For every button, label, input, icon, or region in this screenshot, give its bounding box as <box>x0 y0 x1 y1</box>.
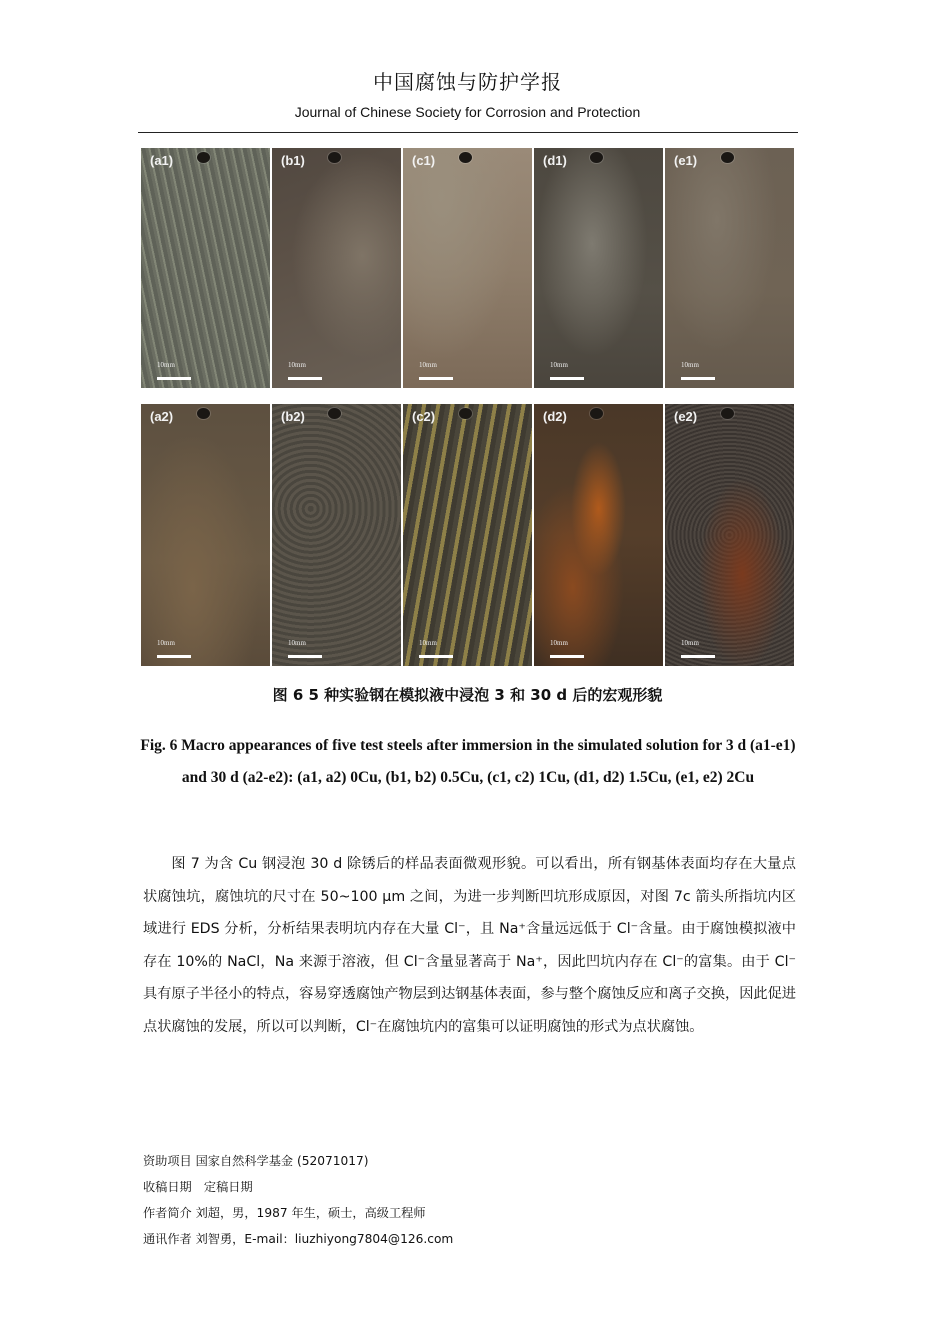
scale-bar-label: 10mm <box>681 361 699 369</box>
scale-bar <box>550 377 584 380</box>
mounting-hole <box>459 152 472 163</box>
panel-label: (d2) <box>543 409 567 424</box>
mounting-hole <box>721 408 734 419</box>
mounting-hole <box>459 408 472 419</box>
panel-label: (e2) <box>674 409 698 424</box>
scale-bar <box>550 655 584 658</box>
mounting-hole <box>721 152 734 163</box>
scale-bar-label: 10mm <box>288 361 306 369</box>
scale-bar-label: 10mm <box>157 361 175 369</box>
mounting-hole <box>197 408 210 419</box>
mounting-hole <box>197 152 210 163</box>
panel-b2 <box>272 404 401 666</box>
panel-label: (c1) <box>412 153 436 168</box>
scale-bar-label: 10mm <box>550 361 568 369</box>
figure-caption-en: Fig. 6 Macro appearances of five test steels after immersion in the simulated solution for 3 d (a1-e1) and 30 d (a2-e2): (a1, a2) 0Cu, (b1, b2) 0.5Cu, (c1, c2) 1Cu, (d1, d2) 1.5Cu, (e1, e2) 2Cu <box>140 737 796 786</box>
scale-bar-label: 10mm <box>550 639 568 647</box>
author-bio-note: 作者简介 刘超，男，1987 年生，硕士，高级工程师 <box>143 1206 426 1220</box>
panel-b1 <box>272 148 401 388</box>
scale-bar-label: 10mm <box>681 639 699 647</box>
panel-label: (e1) <box>674 153 698 168</box>
scale-bar-label: 10mm <box>288 639 306 647</box>
scale-bar <box>681 655 715 658</box>
panel-a2 <box>141 404 270 666</box>
footnotes <box>143 1148 796 1252</box>
mounting-hole <box>590 152 603 163</box>
figure-6-macro-photos <box>141 148 794 666</box>
panel-c2 <box>403 404 532 666</box>
panel-label: (b2) <box>281 409 305 424</box>
scale-bar <box>419 377 453 380</box>
panel-d2 <box>534 404 663 666</box>
mounting-hole <box>590 408 603 419</box>
journal-title-en: Journal of Chinese Society for Corrosion and Protection <box>294 104 641 120</box>
header-divider <box>138 132 798 133</box>
funding-note: 资助项目 国家自然科学基金 (52071017) <box>143 1154 369 1168</box>
panel-e1 <box>665 148 794 388</box>
panel-label: (a1) <box>150 153 174 168</box>
scale-bar-label: 10mm <box>157 639 175 647</box>
body-paragraph: 图 7 为含 Cu 钢浸泡 30 d 除锈后的样品表面微观形貌。可以看出，所有钢基体表面均存在大量点状腐蚀坑，腐蚀坑的尺寸在 50~100 μm 之间，为进一步判断凹坑形成原因，对图 7c 箭头所指坑内区域进行 EDS 分析，分析结果表明坑内存在大量 Cl⁻，且 Na⁺含量远远低于 Cl⁻含量。由于腐蚀模拟液中存在 10%的 NaCl，Na 来源于溶液，但 Cl⁻含量显著高于 Na⁺，因此凹坑内存在 Cl⁻的富集。由于 Cl⁻具有原子半径小的特点，容易穿透腐蚀产物层到达钢基体表面，参与整个腐蚀反应和离子交换，因此促进点状腐蚀的发展，所以可以判断，Cl⁻在腐蚀坑内的富集可以证明腐蚀的形式为点状腐蚀。 <box>143 856 796 1035</box>
scale-bar-label: 10mm <box>419 361 437 369</box>
scale-bar <box>419 655 453 658</box>
scale-bar <box>288 655 322 658</box>
panel-label: (d1) <box>543 153 567 168</box>
panel-c1 <box>403 148 532 388</box>
journal-title-cn: 中国腐蚀与防护学报 <box>373 70 562 94</box>
scale-bar <box>681 377 715 380</box>
dates-note: 收稿日期 定稿日期 <box>143 1180 253 1194</box>
scale-bar-label: 10mm <box>419 639 437 647</box>
corresponding-author-note: 通讯作者 刘智勇，E-mail：liuzhiyong7804@126.com <box>143 1232 454 1246</box>
mounting-hole <box>328 152 341 163</box>
mounting-hole <box>328 408 341 419</box>
panel-a1 <box>141 148 270 388</box>
panel-e2 <box>665 404 794 666</box>
scale-bar <box>157 377 191 380</box>
scale-bar <box>157 655 191 658</box>
panel-label: (b1) <box>281 153 305 168</box>
panel-label: (a2) <box>150 409 174 424</box>
panel-d1 <box>534 148 663 388</box>
panel-label: (c2) <box>412 409 436 424</box>
scale-bar <box>288 377 322 380</box>
figure-caption-cn: 图 6 5 种实验钢在模拟液中浸泡 3 和 30 d 后的宏观形貌 <box>272 686 663 704</box>
